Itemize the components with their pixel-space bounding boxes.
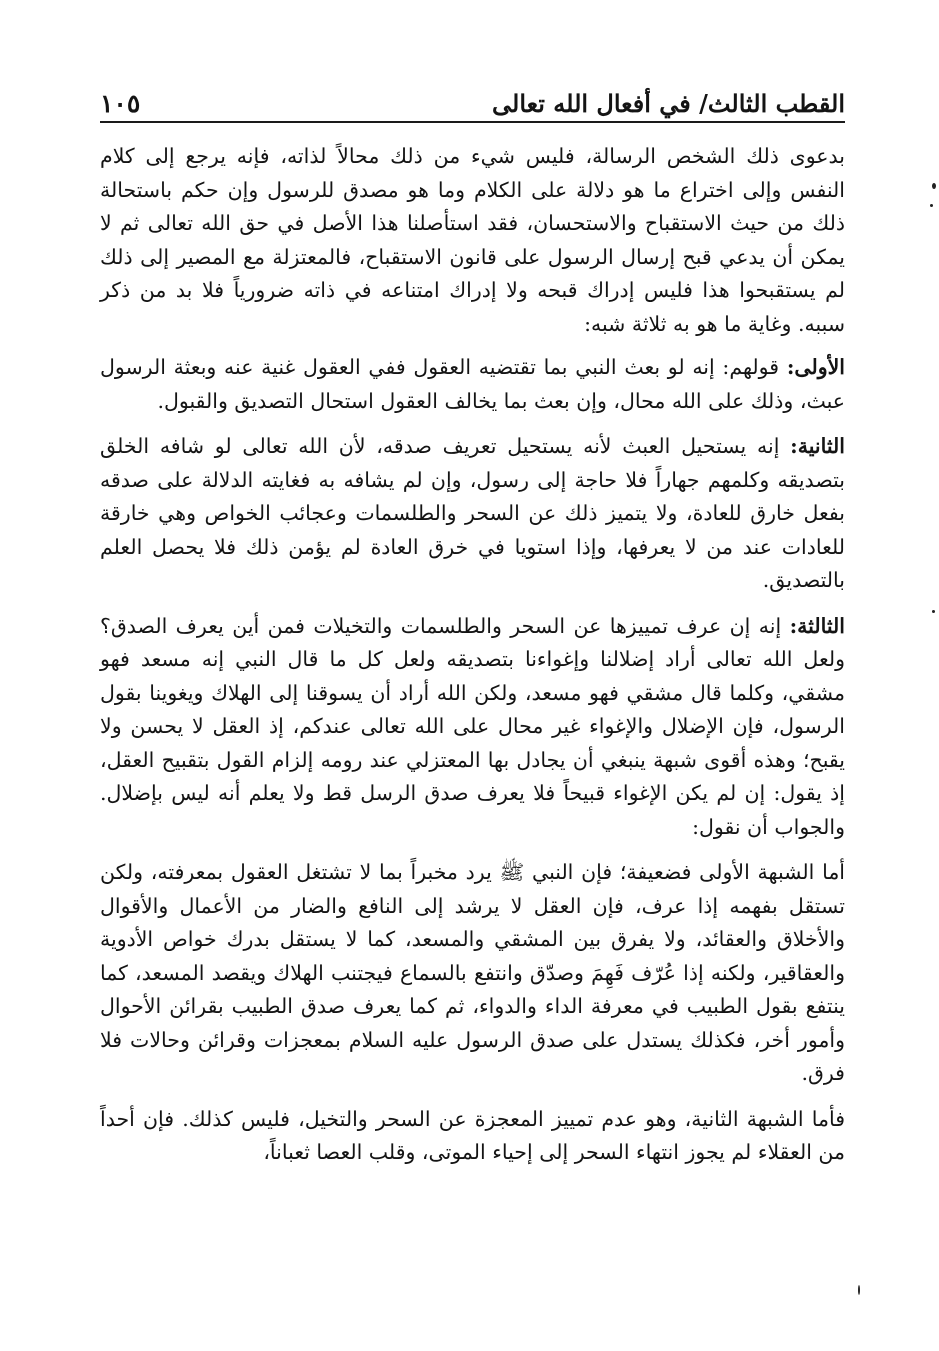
page-header <box>100 76 845 118</box>
paragraph-text: أما الشبهة الأولى فضعيفة؛ فإن النبي ﷺ يرد مخبراً بما لا تشتغل العقول بمعرفته، ولكن تستقل بفهمه إذا عرف، فإن العقل لا يرشد إلى النافع والضار من الأعمال والأقوال والأخلاق والعقائد، ولا يفرق بين المشقي والمسعد، كما لا يستقل بدرك خواص الأدوية والعقاقير، ولكنه إذا عُرّف فَهِمَ وصدّق وانتفع بالسماع فيجتنب الهلاك ويقصد المسعد، كما ينتفع بقول الطبيب في معرفة الداء والدواء، ثم كما يعرف صدق الطبيب بقرائن الأحوال وأمور أخر، فكذلك يستدل على صدق الرسول عليه السلام بمعجزات وقرائن وحالات فلا فرق. <box>100 860 845 1085</box>
scan-speck <box>858 1285 860 1295</box>
scan-speck <box>930 204 933 207</box>
paragraph-third-doubt <box>100 610 845 845</box>
paragraph-text: فأما الشبهة الثانية، وهو عدم تمييز المعجزة عن السحر والتخيل، فليس كذلك. فإن أحداً من العقلاء لم يجوز انتهاء السحر إلى إحياء الموتى، وقلب العصا ثعباناً، <box>100 1106 845 1164</box>
paragraph-second-doubt <box>100 430 845 598</box>
paragraph-answer-first <box>100 856 845 1091</box>
paragraph-text: بدعوى ذلك الشخص الرسالة، فليس شيء من ذلك محالاً لذاته، فإنه يرجع إلى كلام النفس وإلى اختراع ما هو دلالة على الكلام وما هو مصدق للرسول وإن حكم باستحالة ذلك من حيث الاستقباح والاستحسان، فقد استأصلنا هذا الأصل في حق الله تعالى ثم لا يمكن أن يدعي قبح إرسال الرسول على قانون الاستقباح، فالمعتزلة مع المصير إلى ذلك لم يستقبحوا هذا فليس إدراك قبحه ولا إدراك امتناعه في ذاته ضرورياً فلا بد من ذكر سببه. وغاية ما هو به ثلاثة شبه: <box>100 144 845 336</box>
paragraph-intro <box>100 140 845 341</box>
header-divider <box>100 121 845 123</box>
paragraph-text: إنه إن عرف تمييزها عن السحر والطلسمات والتخيلات فمن أين يعرف الصدق؟ ولعل الله تعالى أراد إضلالنا وإغواءنا بتصديقه ولعل كل ما قال النبي إنه مسعد فهو مشقي، وكلما قال مشقي فهو مسعد، ولكن الله أراد أن يسوقنا إلى الهلاك ويغوينا بقول الرسول، فإن الإضلال والإغواء غير محال على الله تعالى عندكم، إذ العقل لا يحسن ولا يقبح؛ وهذه أقوى شبهة ينبغي أن يجادل بها المعتزلي عند رومه إلزام القول بتقبيح العقل، إذ يقول: إن لم يكن الإغواء قبيحاً فلا يعرف صدق الرسل قط ولا يعلم أنه ليس بإضلال. والجواب أن نقول: <box>100 613 845 839</box>
paragraph-text: قولهم: إنه لو بعث النبي بما تقتضيه العقول ففي العقول غنية عنه وبعثة الرسول عبث، وذلك على الله محال، وإن بعث بما يخالف العقول استحال التصديق والقبول. <box>100 355 845 413</box>
paragraph-first-doubt <box>100 351 845 418</box>
scan-speck <box>932 183 936 189</box>
paragraph-text: إنه يستحيل العبث لأنه يستحيل تعريف صدقه، لأن الله تعالى لو شافه الخلق بتصديقه وكلمهم جهاراً فلا حاجة إلى رسول، وإن لم يشافه به فغايته الدلالة على صدقه بفعل خارق للعادة، ولا يتميز ذلك عن السحر والطلسمات وعجائب الخواص وهي خارقة للعادات عند من لا يعرفها، وإذا استويا في خرق العادة لم يؤمن ذلك فلا يحصل العلم بالتصديق. <box>100 434 845 592</box>
scan-speck <box>932 610 935 613</box>
body-text <box>100 140 845 1182</box>
paragraph-answer-second <box>100 1103 845 1170</box>
page-number: ١٠٥ <box>100 89 141 118</box>
paragraph-label: الثالثة: <box>789 613 845 638</box>
paragraph-label: الثانية: <box>790 434 845 458</box>
running-title: القطب الثالث/ في أفعال الله تعالى <box>492 89 845 118</box>
paragraph-label: الأولى: <box>786 355 845 379</box>
